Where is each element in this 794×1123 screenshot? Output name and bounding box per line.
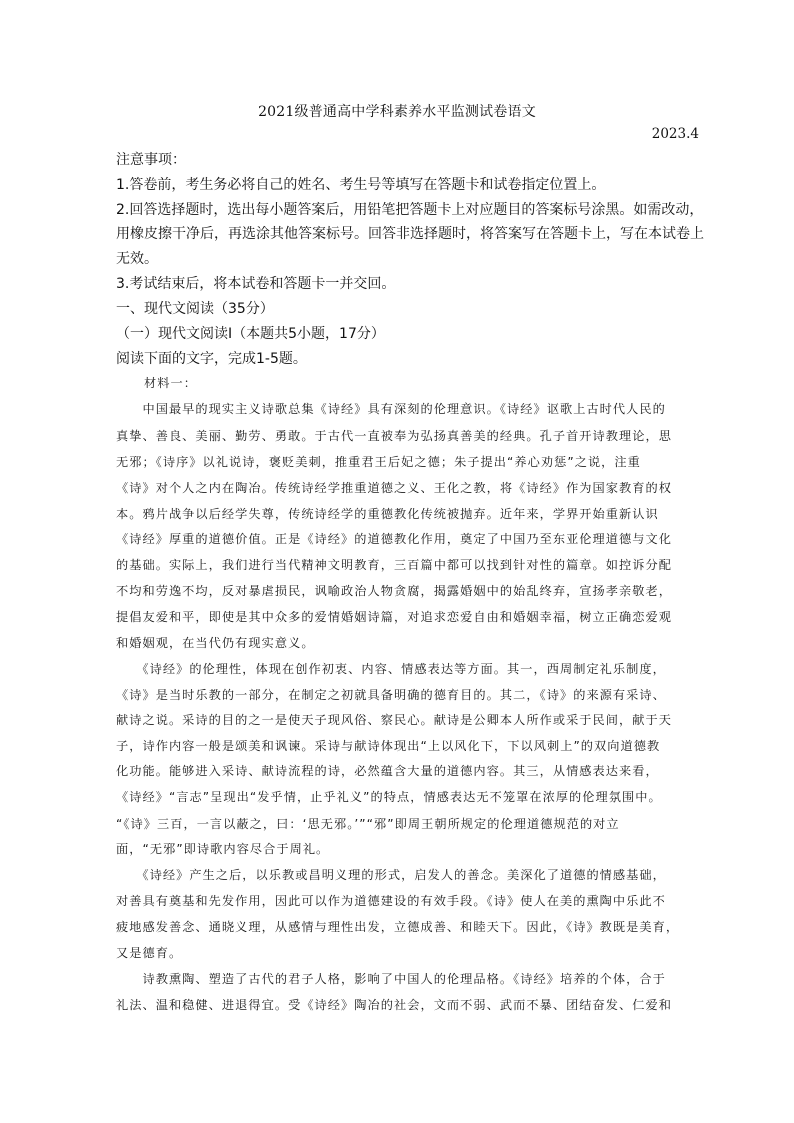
passage-line: 《诗》对个人之内在陶冶。传统诗经学推重道德之义、王化之教，将《诗经》作为国家教育的权 — [116, 481, 672, 495]
notice-item: 1.答卷前，考生务必将自己的姓名、考生号等填写在答题卡和试卷指定位置上。 — [116, 177, 606, 193]
material-label: 材料一： — [144, 376, 197, 390]
passage-line: 提倡友爱和平，即使是其中众多的爱情婚姻诗篇，对追求恋爱自由和婚姻幸福，树立正确恋爱观 — [116, 610, 672, 624]
notice-heading: 注意事项： — [116, 152, 186, 168]
passage-line: “《诗》三百，一言以蔽之，曰：‘思无邪。’”“邪”即周王朝所规定的伦理道德规范的对立 — [116, 817, 620, 831]
passage-line: 面，“无邪”即诗歌内容尽合于周礼。 — [116, 842, 330, 856]
passage-line: 不均和劳逸不均，反对暴虐损民，讽喻政治人物贪腐，揭露婚姻中的始乱终弃，宣扬孝亲敬老， — [116, 584, 672, 598]
passage-line: 的基础。实际上，我们进行当代精神文明教育，三百篇中都可以找到针对性的篇章。如控诉分配 — [116, 558, 672, 572]
notice-item: 3.考试结束后，将本试卷和答题卡一并交回。 — [116, 276, 396, 292]
exam-date: 2023.4 — [651, 126, 699, 142]
passage-line: 对善具有奠基和先发作用，因此可以作为道德建设的有效手段。《诗》使人在美的熏陶中乐此不 — [116, 894, 666, 908]
sub-section-heading: （一）现代文阅读Ⅰ（本题共5小题，17分） — [116, 326, 385, 342]
passage-line: 《诗经》产生之后，以乐教或昌明义理的形式，启发人的善念。美深化了道德的情感基础， — [116, 868, 666, 882]
notice-item: 无效。 — [116, 251, 158, 267]
passage-line: 《诗经》厚重的道德价值。正是《诗经》的道德教化作用，奠定了中国乃至东亚伦理道德与文化 — [116, 532, 672, 546]
passage-line: 真挚、善良、美丽、勤劳、勇敢。于古代一直被奉为弘扬真善美的经典。孔子首开诗教理论，思 — [116, 429, 672, 443]
section-heading: 一、现代文阅读（35分） — [116, 301, 274, 317]
passage-line: 无邪；《诗序》以礼说诗，褒贬美刺，推重君王后妃之德；朱子提出“养心劝惩”之说，注重 — [116, 455, 641, 469]
passage-line: 献诗之说。采诗的目的之一是使天子现风俗、察民心。献诗是公卿本人所作或采于民间，献于天 — [116, 713, 672, 727]
passage-line: 《诗经》“言志”呈现出“发乎情，止乎礼义”的特点，情感表达无不笼罩在浓厚的伦理氛围中。 — [116, 790, 662, 804]
passage-line: 《诗》是当时乐教的一部分，在制定之初就具备明确的德育目的。其二，《诗》的来源有采诗、 — [116, 688, 666, 702]
passage-line: 又是德育。 — [116, 946, 183, 960]
notice-item: 用橡皮擦干净后，再选涂其他答案标号。回答非选择题时，将答案写在答题卡上，写在本试卷上 — [116, 226, 704, 242]
notice-item: 2.回答选择题时，选出每小题答案后，用铅笔把答题卡上对应题目的答案标号涂黑。如需改动， — [116, 202, 704, 218]
passage-line: 疲地感发善念、通晓义理，从感情与理性出发，立德成善、和睦天下。因此，《诗》教既是美育， — [116, 920, 680, 934]
passage-line: 《诗经》的伦理性，体现在创作初衷、内容、情感表达等方面。其一，西周制定礼乐制度， — [116, 662, 666, 676]
passage-line: 中国最早的现实主义诗歌总集《诗经》具有深刻的伦理意识。《诗经》讴歌上古时代人民的 — [116, 402, 666, 416]
passage-line: 本。鸦片战争以后经学失尊，传统诗经学的重德教化传统被抛弃。近年来，学界开始重新认识 — [116, 507, 659, 521]
passage-line: 和婚姻观，在当代仍有现实意义。 — [116, 636, 315, 650]
reading-instruction: 阅读下面的文字，完成1-5题。 — [116, 351, 307, 367]
passage-line: 诗教熏陶、塑造了古代的君子人格，影响了中国人的伦理品格。《诗经》培养的个体，合于 — [116, 972, 666, 986]
exam-title: 2021级普通高中学科素养水平监测试卷语文 — [258, 104, 536, 120]
passage-line: 礼法、温和稳健、进退得宜。受《诗经》陶冶的社会，文而不弱、武而不暴、团结奋发、仁爱和 — [116, 998, 672, 1012]
passage-line: 子，诗作内容一般是颂美和讽谏。采诗与献诗体现出“上以风化下，下以风刺上”的双向道德教 — [116, 739, 661, 753]
passage-line: 化功能。能够进入采诗、献诗流程的诗，必然蕴含大量的道德内容。其三，从情感表达来看， — [116, 764, 659, 778]
